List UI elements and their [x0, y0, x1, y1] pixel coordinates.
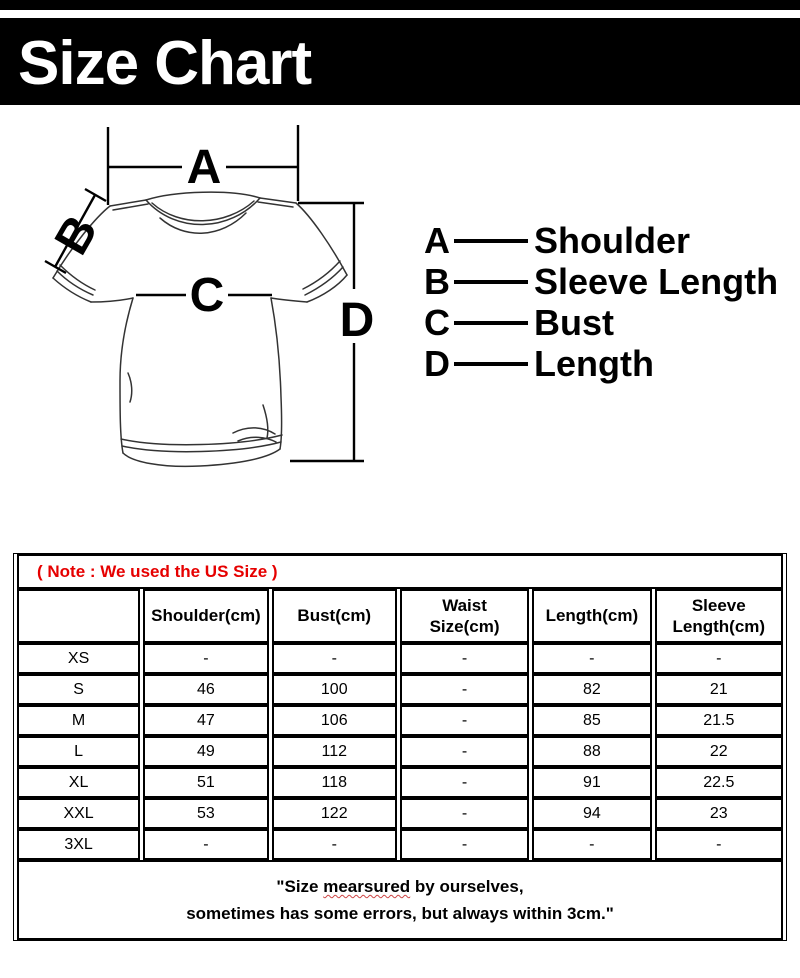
legend-letter: C [424, 301, 450, 343]
legend-dash-line [454, 362, 528, 366]
value-cell: - [400, 736, 529, 767]
legend-dash-line [454, 280, 528, 284]
legend-letter: A [424, 219, 450, 261]
legend-letter: D [424, 342, 450, 384]
size-table-section [13, 553, 787, 941]
banner [0, 18, 800, 105]
legend-item-length [424, 343, 778, 384]
table-note: ( Note : We used the US Size ) [17, 554, 783, 589]
value-cell: 122 [272, 798, 397, 829]
value-cell: - [400, 643, 529, 674]
value-cell: 22 [655, 736, 783, 767]
measurement-legend [424, 220, 778, 384]
legend-label: Length [534, 342, 654, 384]
value-cell: - [532, 829, 651, 860]
table-row-3xl [17, 829, 783, 860]
value-cell: 85 [532, 705, 651, 736]
value-cell: - [400, 674, 529, 705]
value-cell: 53 [143, 798, 268, 829]
value-cell: 22.5 [655, 767, 783, 798]
legend-item-shoulder [424, 220, 778, 261]
value-cell: - [532, 643, 651, 674]
value-cell: - [655, 829, 783, 860]
sleeve-tick-top [85, 189, 106, 201]
table-row-l [17, 736, 783, 767]
value-cell: 106 [272, 705, 397, 736]
value-cell: - [272, 643, 397, 674]
value-cell: 51 [143, 767, 268, 798]
top-divider-bar [0, 0, 800, 10]
size-cell: L [17, 736, 140, 767]
footer-line-1: "Size mearsured by ourselves, [276, 876, 524, 896]
value-cell: 47 [143, 705, 268, 736]
value-cell: 94 [532, 798, 651, 829]
size-cell: S [17, 674, 140, 705]
measure-label-a: A [186, 141, 222, 194]
footer-line-2: sometimes has some errors, but always within 3cm." [186, 904, 614, 923]
value-cell: 21 [655, 674, 783, 705]
misspelled-word: mearsured [323, 876, 411, 896]
col-header-bust: Bust(cm) [272, 589, 397, 643]
header-row [17, 589, 783, 643]
tshirt-diagram [0, 105, 400, 529]
value-cell: 118 [272, 767, 397, 798]
value-cell: - [272, 829, 397, 860]
table-row-xl [17, 767, 783, 798]
footer-row [17, 860, 783, 940]
legend-item-sleeve-length [424, 261, 778, 302]
size-cell: M [17, 705, 140, 736]
value-cell: - [400, 829, 529, 860]
col-header-size [17, 589, 140, 643]
value-cell: 49 [143, 736, 268, 767]
value-cell: - [655, 643, 783, 674]
page-title: Size Chart [18, 28, 312, 98]
value-cell: 91 [532, 767, 651, 798]
size-cell: XS [17, 643, 140, 674]
legend-letter: B [424, 260, 450, 302]
value-cell: 82 [532, 674, 651, 705]
legend-label: Sleeve Length [534, 260, 779, 302]
table-row-xs [17, 643, 783, 674]
legend-item-bust [424, 302, 778, 343]
size-cell: XXL [17, 798, 140, 829]
col-header-shoulder: Shoulder(cm) [143, 589, 268, 643]
measure-label-d: D [339, 294, 375, 347]
table-footer-note [17, 860, 783, 940]
size-table [13, 553, 787, 941]
value-cell: - [400, 767, 529, 798]
value-cell: - [143, 643, 268, 674]
value-cell: - [400, 705, 529, 736]
value-cell: 88 [532, 736, 651, 767]
legend-dash-line [454, 321, 528, 325]
value-cell: 21.5 [655, 705, 783, 736]
value-cell: - [143, 829, 268, 860]
table-row-xxl [17, 798, 783, 829]
table-row-s [17, 674, 783, 705]
legend-dash-line [454, 239, 528, 243]
size-cell: 3XL [17, 829, 140, 860]
col-header-length: Length(cm) [532, 589, 651, 643]
value-cell: 100 [272, 674, 397, 705]
measure-label-c: C [189, 269, 225, 322]
legend-label: Bust [534, 301, 614, 343]
legend-label: Shoulder [534, 219, 691, 261]
col-header-sleeve-length: Sleeve Length(cm) [655, 589, 783, 643]
measure-label-b: B [44, 206, 109, 264]
value-cell: - [400, 798, 529, 829]
value-cell: 46 [143, 674, 268, 705]
size-cell: XL [17, 767, 140, 798]
value-cell: 112 [272, 736, 397, 767]
table-row-m [17, 705, 783, 736]
value-cell: 23 [655, 798, 783, 829]
note-row [17, 554, 783, 589]
col-header-waist: Waist Size(cm) [400, 589, 529, 643]
measurement-diagram-section [0, 105, 800, 553]
